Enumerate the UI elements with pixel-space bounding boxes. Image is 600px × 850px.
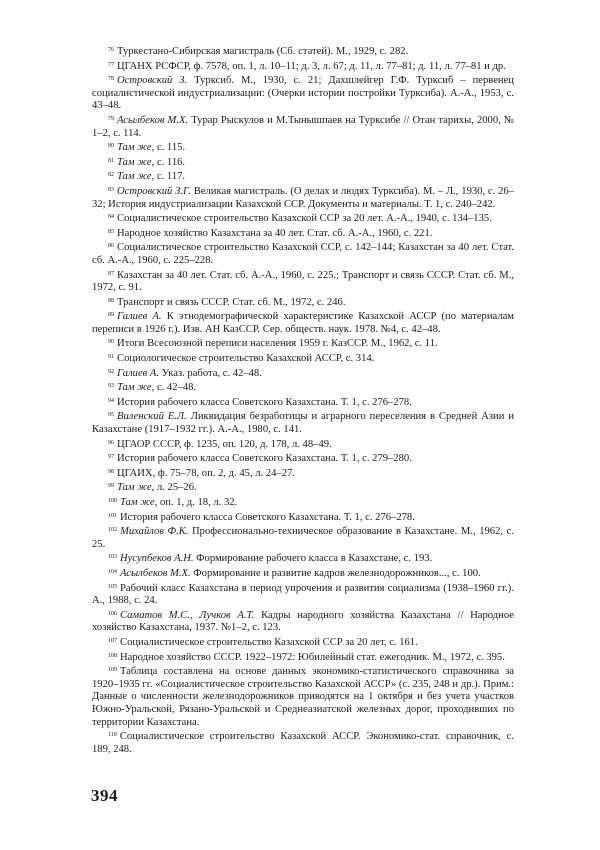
footnote xyxy=(92,113,514,140)
footnote-text: Ликвидация безработицы и аграрного переселения в Средней Азии и Казахстане (1917–1932 гг.). А.-А., 1980, с. 141. xyxy=(92,411,515,436)
footnote-number: 86 xyxy=(108,243,114,250)
footnote xyxy=(92,409,514,436)
footnote xyxy=(92,366,514,381)
footnote-number: 109 xyxy=(108,667,117,674)
footnote xyxy=(92,44,514,59)
footnote xyxy=(92,729,514,756)
footnote xyxy=(92,451,514,466)
footnote-number: 99 xyxy=(108,483,114,490)
footnote-author: Островский З.Г. xyxy=(117,185,191,197)
footnote-text: Рабочий класс Казахстана в период упрочения и развития социализма (1938–1960 гг.). А., 1988, с. 24. xyxy=(92,582,514,607)
footnote xyxy=(92,608,514,635)
footnote-author: Там же xyxy=(120,497,155,508)
footnote-number: 103 xyxy=(108,554,117,561)
footnote-number: 82 xyxy=(108,172,114,179)
footnote xyxy=(92,351,514,366)
footnote xyxy=(92,184,514,211)
footnote-author: Галиев А. xyxy=(117,311,162,323)
footnote-text: К этнодемографической характеристике Казахской АССР (по материалам переписи в 1926 г.). Изв. АН КазССР. Сер. обществ. наук. 1978. №4, с. 42–48. xyxy=(92,311,515,335)
footnote xyxy=(92,336,514,351)
footnote-number: 93 xyxy=(108,383,114,390)
footnote xyxy=(92,211,514,226)
footnote-text: Таблица составлена на основе данных экономико-статистического справочника за 1920–1935 гг. «Социалистическое строительство Казахской АССР» (с. 235, 248 и др.). Прим.: Данные о численности железнодорожников приводятся на 1 октября и без учета участков Южно-Уральской, Рязано-Уральской и Среднеазиатской железных дорог, проходивших по территории Казахстана. xyxy=(92,666,514,728)
footnote xyxy=(92,437,514,452)
footnote-text: , оп. 1, д. 18, л. 32. xyxy=(154,497,238,508)
footnote-number: 110 xyxy=(108,732,117,739)
footnote-number: 83 xyxy=(108,186,114,193)
footnote-number: 106 xyxy=(108,610,117,617)
footnote-number: 98 xyxy=(108,468,114,475)
footnote-author: Островский З. xyxy=(117,75,188,87)
footnote-number: 92 xyxy=(108,368,114,375)
footnote xyxy=(92,268,514,295)
footnote-number: 85 xyxy=(108,228,114,235)
footnote-text: Профессионально-техническое образование в Казахстане. М., 1962, с. 25. xyxy=(92,526,515,550)
footnote-number: 80 xyxy=(108,143,114,150)
footnote xyxy=(92,226,514,241)
footnote-author: Михайлов Ф.К. xyxy=(120,526,189,538)
footnote-author: Асылбеков М.Х. xyxy=(120,567,191,579)
footnote xyxy=(92,466,514,481)
footnote-text: История рабочего класса Советского Казахстана. Т. 1, с. 276–278. xyxy=(120,511,415,523)
footnote-text: Турксиб. М., 1930, с. 21; Дахшлейгер Г.Ф. Турксиб – первенец социалистической индустриализации: (Очерки истории постройки Турксиба). А.-А., 1953, с. 43–48. xyxy=(92,75,514,112)
footnote xyxy=(92,495,514,510)
footnote-number: 95 xyxy=(108,412,114,419)
footnote xyxy=(92,395,514,410)
footnote-author: Там же xyxy=(117,156,152,168)
footnote-number: 96 xyxy=(108,439,114,446)
footnote-text: Социалистическое строительство Казахской ССР за 20 лет. А.-А., 1940, с. 134–135. xyxy=(117,213,492,225)
footnote-text: ЦГАИХ, ф. 75–78, оп. 2, д. 45, л. 24–27. xyxy=(117,467,295,479)
footnote-text: ЦГАОР СССР, ф. 1235, оп. 120, д. 178, л. 48–49. xyxy=(117,438,332,450)
footnote-number: 77 xyxy=(108,61,114,68)
footnote-text: Народное хозяйство СССР. 1922–1972: Юбилейный стат. ежегодник. М., 1972, с. 395. xyxy=(120,651,505,663)
footnotes-list xyxy=(92,44,514,756)
footnote-author: Асылбеков М.Х. xyxy=(117,114,189,126)
footnote-text: , с. 117. xyxy=(151,171,186,183)
footnote-text: , с. 115. xyxy=(151,142,186,154)
footnote xyxy=(92,59,514,74)
footnote-number: 101 xyxy=(108,512,117,519)
footnote-number: 89 xyxy=(108,312,114,319)
footnote-author: Там же xyxy=(117,482,152,494)
footnote-text: Великая магистраль. (О делах и людях Турксиба). М. – Л., 1930, с. 26–32; История индустриализации Казахской ССР. Документы и материалы. Т. 1, с. 240–242. xyxy=(92,185,514,210)
footnote-text: Туркестано-Сибирская магистраль (Сб. статей). М., 1929, с. 282. xyxy=(117,46,409,57)
footnote xyxy=(92,510,514,525)
footnote-number: 81 xyxy=(108,157,114,164)
footnote-text: История рабочего класса Советского Казахстана. Т. 1, с. 279–280. xyxy=(117,453,412,465)
footnote-text: Указ. работа, с. 42–48. xyxy=(159,367,262,379)
footnote-number: 100 xyxy=(108,498,117,504)
footnote-text: , с. 42–48. xyxy=(151,382,197,394)
footnote-author: Виленский Е.Л. xyxy=(117,411,187,423)
footnote xyxy=(92,380,514,395)
footnote-text: Социалистическое строительство Казахской АССР. Экономико-стат. справочник, с. 189, 248. xyxy=(92,731,514,755)
footnote-number: 90 xyxy=(108,339,114,346)
footnote-number: 88 xyxy=(108,297,114,304)
footnote xyxy=(92,581,514,608)
footnote-author: Нусупбеков А.Н. xyxy=(120,553,194,565)
footnote-number: 107 xyxy=(108,637,117,644)
footnote-text: Кадры народного хозяйства Казахстана // Народное хозяйство Казахстана, 1937. №1–2, с. 123. xyxy=(92,609,514,634)
footnote-author: Там же xyxy=(117,171,152,183)
footnote-text: Итоги Всесоюзной переписи населения 1959 г. КазССР. М., 1962, с. 11. xyxy=(117,338,438,350)
footnote xyxy=(92,480,514,495)
footnote-number: 97 xyxy=(108,454,114,461)
footnote-number: 87 xyxy=(108,270,114,277)
footnote xyxy=(92,155,514,170)
footnote-author: Саматов М.С., Лучков А.Т. xyxy=(120,609,255,621)
footnote-number: 105 xyxy=(108,583,117,590)
footnote-number: 108 xyxy=(108,652,117,659)
footnote-text: История рабочего класса Советского Казахстана. Т. 1, с. 276–278. xyxy=(117,396,412,408)
footnote-text: ЦГАНХ РСФСР, ф. 7578, оп. 1, л. 10–11; д. 3, л. 67; д. 11, л. 77–81; д. 11, л. 77–81 и др. xyxy=(117,60,506,72)
footnote-number: 76 xyxy=(108,47,114,53)
footnote-number: 79 xyxy=(108,115,114,122)
footnote-text: Транспорт и связь СССР. Стат. сб. М., 1972, с. 246. xyxy=(117,296,346,308)
footnote-number: 104 xyxy=(108,568,117,575)
footnote xyxy=(92,73,514,113)
footnote-author: Там же xyxy=(117,142,152,154)
footnote xyxy=(92,524,514,551)
footnote-author: Галиев А. xyxy=(117,367,160,379)
footnote-number: 84 xyxy=(108,214,114,221)
footnote xyxy=(92,309,514,336)
footnote xyxy=(92,140,514,155)
footnote-text: Социологическое строительство Казахской АССР, с. 314. xyxy=(117,353,375,365)
footnote xyxy=(92,664,514,729)
footnote xyxy=(92,169,514,184)
page-number: 394 xyxy=(91,786,118,805)
footnote-number: 91 xyxy=(108,354,114,361)
footnote-text: Казахстан за 40 лет. Стат. сб. А.-А., 1960, с. 225.; Транспорт и связь СССР. Стат. сб. М., 1972, с. 91. xyxy=(92,269,514,294)
footnote-text: Социалистическое строительство Казахской ССР за 20 лет, с. 161. xyxy=(120,636,418,648)
footnote xyxy=(92,566,514,581)
footnote-text: , с. 116. xyxy=(151,156,186,168)
footnote-number: 78 xyxy=(108,76,114,83)
footnote-author: Там же xyxy=(117,382,152,394)
footnote-text: Формирование рабочего класса в Казахстане, с. 193. xyxy=(193,553,433,565)
footnote xyxy=(92,295,514,310)
footnote xyxy=(92,240,514,267)
footnote-text: Социалистическое строительство Казахской ССР, с. 142–144; Казахстан за 40 лет. Стат. сб. А.-А., 1960, с. 225–228. xyxy=(92,242,514,266)
footnote-number: 102 xyxy=(108,527,117,534)
footnote xyxy=(92,551,514,566)
footnote-text: Турар Рыскулов и М.Тынышпаев на Турксибе // Отан тарихы, 2000, № 1–2, с. 114. xyxy=(92,114,515,139)
footnote xyxy=(92,650,514,665)
footnote-text: Народное хозяйство Казахстана за 40 лет. Стат. сб. А.-А., 1960, с. 221. xyxy=(117,227,433,239)
footnote xyxy=(92,635,514,650)
footnote-text: , л. 25–26. xyxy=(151,482,197,494)
footnote-number: 94 xyxy=(108,397,114,404)
footnote-text: Формирование и развитие кадров железнодорожников..., с. 100. xyxy=(190,567,481,579)
